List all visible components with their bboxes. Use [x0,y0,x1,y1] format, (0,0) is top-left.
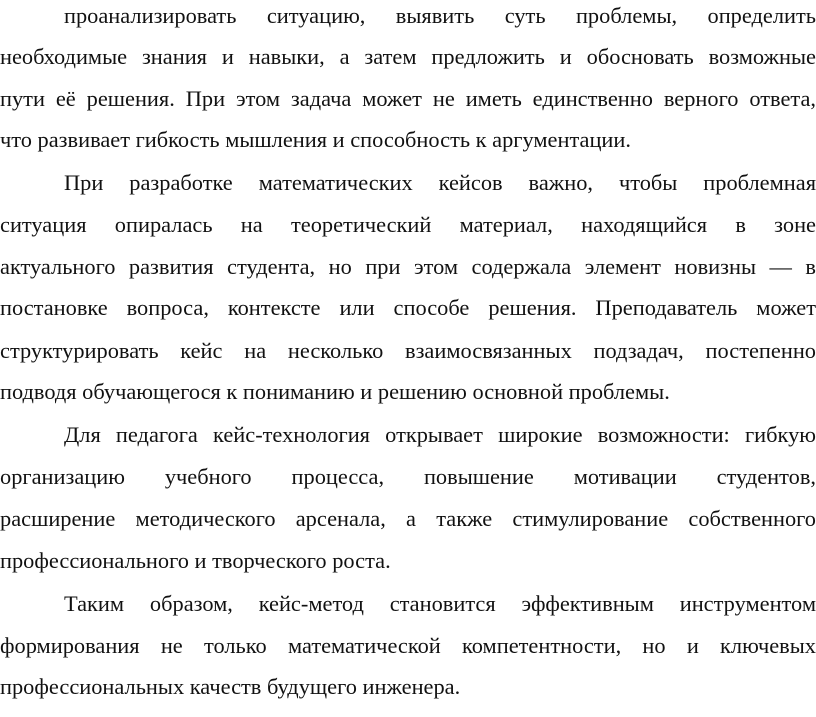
paragraph-line: расширение методического арсенала, а также стимулирование собственного [0,506,816,531]
paragraph-line: необходимые знания и навыки, а затем предложить и обосновать возможные [0,44,816,69]
paragraph-line: профессиональных качеств будущего инженера. [0,674,461,699]
paragraph-line: При разработке математических кейсов важно, чтобы проблемная [64,170,816,195]
paragraph-line: организацию учебного процесса, повышение мотивации студентов, [0,464,816,489]
paragraph-line: профессионального и творческого роста. [0,548,391,573]
paragraph-line: проанализировать ситуацию, выявить суть проблемы, определить [64,3,816,28]
paragraph-line: пути её решения. При этом задача может не иметь единственно верного ответа, [0,86,816,111]
paragraph-line: ситуация опиралась на теоретический материал, находящийся в зоне [0,212,816,237]
paragraph-line: актуального развития студента, но при этом содержала элемент новизны — в [0,254,816,279]
paragraph-line: подводя обучающегося к пониманию и решению основной проблемы. [0,379,670,404]
paragraph-line: постановке вопроса, контексте или способе решения. Преподаватель может [0,295,816,320]
paragraph-line: структурировать кейс на несколько взаимосвязанных подзадач, постепенно [0,338,816,363]
paragraph-line: Для педагога кейс-технология открывает широкие возможности: гибкую [64,422,816,447]
paragraph-line: формирования не только математической компетентности, но и ключевых [0,633,816,658]
paragraph-line: Таким образом, кейс-метод становится эффективным инструментом [64,591,816,616]
paragraph-line: что развивает гибкость мышления и способность к аргументации. [0,127,631,152]
